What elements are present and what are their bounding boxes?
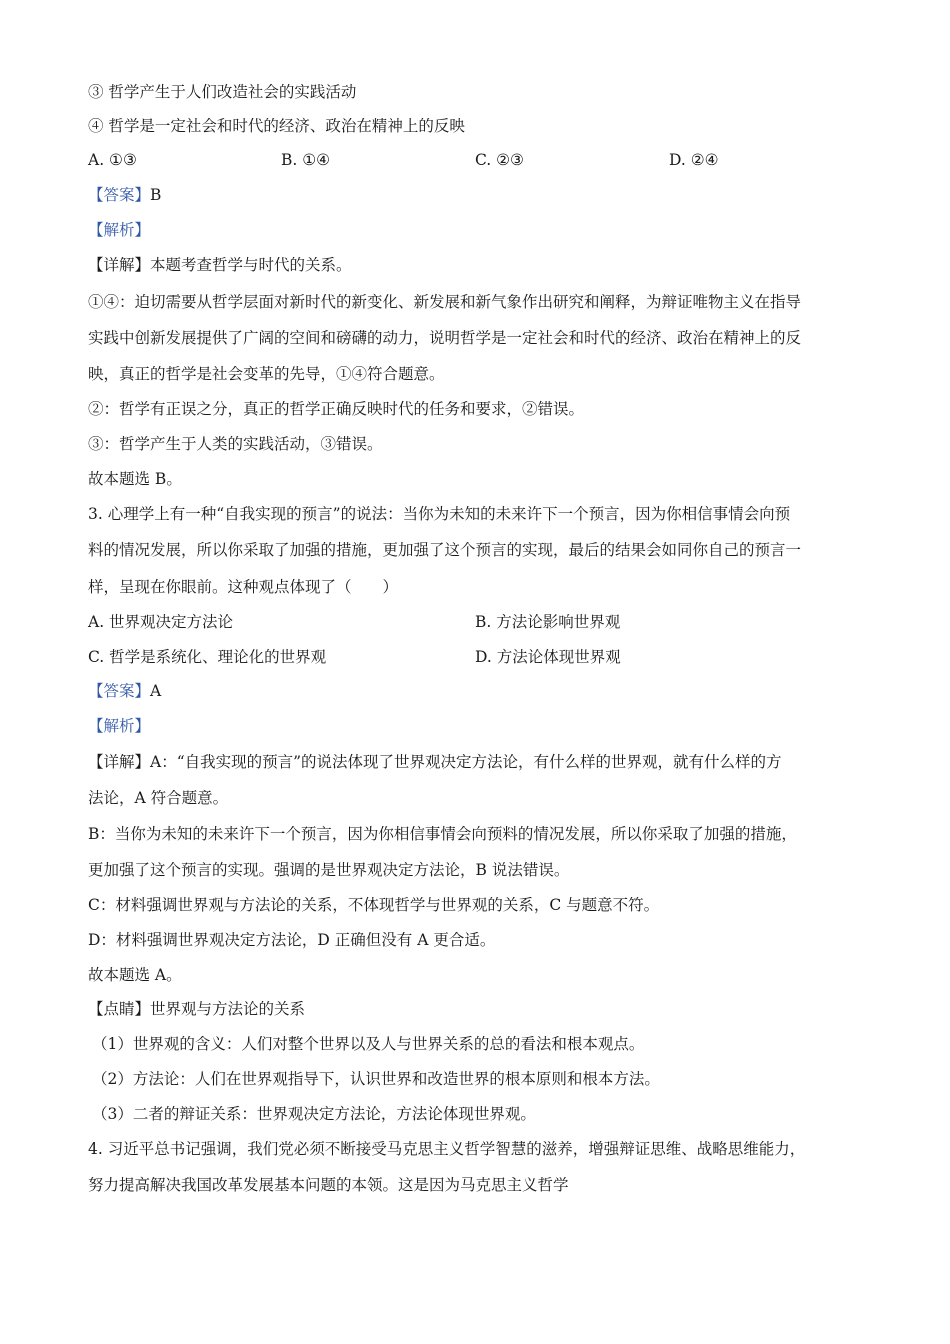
- q3-option-c: C. 哲学是系统化、理论化的世界观: [88, 648, 327, 666]
- q3-stem-line: 样，呈现在你眼前。这种观点体现了（ ）: [88, 578, 399, 596]
- q3-stem-line: 3. 心理学上有一种“自我实现的预言”的说法：当你为未知的未来许下一个预言，因为你相信事情会向预: [88, 505, 791, 523]
- q2-option-c: C. ②③: [475, 151, 524, 169]
- q2-explanation-line: ①④：迫切需要从哲学层面对新时代的新变化、新发展和新气象作出研究和阐释，为辩证唯物主义在指导: [88, 293, 802, 311]
- answer-value: A: [150, 682, 162, 700]
- answer-value: B: [150, 186, 162, 204]
- q4-stem-line: 努力提高解决我国改革发展基本问题的本领。这是因为马克思主义哲学: [88, 1176, 569, 1194]
- q2-answer: [88, 185, 868, 205]
- q2-conclusion: 故本题选 B。: [88, 470, 182, 488]
- q3-conclusion: 故本题选 A。: [88, 966, 182, 984]
- q2-explanation-line: 实践中创新发展提供了广阔的空间和磅礴的动力，说明哲学是一定社会和时代的经济、政治在精神上的反: [88, 329, 802, 347]
- q2-option-a: A. ①③: [88, 151, 137, 169]
- q2-explanation-line: ②：哲学有正误之分，真正的哲学正确反映时代的任务和要求，②错误。: [88, 400, 585, 418]
- q3-analysis-tag: 【解析】: [88, 717, 151, 735]
- q2-explanation-line: 映，真正的哲学是社会变革的先导，①④符合题意。: [88, 365, 445, 383]
- q3-option-b: B. 方法论影响世界观: [475, 613, 621, 631]
- answer-tag: 【答案】: [88, 682, 151, 700]
- q2-option-b: B. ①④: [281, 151, 331, 169]
- q2-option-d: D. ②④: [669, 151, 719, 169]
- q3-option-a: A. 世界观决定方法论: [88, 613, 234, 631]
- q3-stem-line: 料的情况发展，所以你采取了加强的措施，更加强了这个预言的实现，最后的结果会如同你自己的预言一: [88, 541, 802, 559]
- q3-detail-line: C：材料强调世界观与方法论的关系，不体现哲学与世界观的关系，C 与题意不符。: [88, 896, 660, 914]
- q2-explanation-line: ③：哲学产生于人类的实践活动，③错误。: [88, 435, 383, 453]
- q2-detail: 【详解】本题考查哲学与时代的关系。: [88, 256, 352, 274]
- answer-tag: 【答案】: [88, 186, 151, 204]
- q2-analysis-tag: 【解析】: [88, 221, 151, 239]
- q3-answer: [88, 681, 868, 701]
- q3-detail-line: 法论，A 符合题意。: [88, 789, 229, 807]
- q4-stem-line: 4. 习近平总书记强调，我们党必须不断接受马克思主义哲学智慧的滋养，增强辩证思维、战略思维能力，: [88, 1140, 806, 1158]
- q2-statement-3: ③ 哲学产生于人们改造社会的实践活动: [88, 83, 357, 101]
- q3-key-point: （3）二者的辩证关系：世界观决定方法论，方法论体现世界观。: [92, 1105, 536, 1123]
- q3-detail-line: 【详解】A：“自我实现的预言”的说法体现了世界观决定方法论，有什么样的世界观，就有什么样的方: [88, 753, 782, 771]
- q3-key-point-title: 【点睛】世界观与方法论的关系: [88, 1000, 306, 1018]
- q3-detail-line: 更加强了这个预言的实现。强调的是世界观决定方法论，B 说法错误。: [88, 861, 570, 879]
- q3-detail-line: B：当你为未知的未来许下一个预言，因为你相信事情会向预料的情况发展，所以你采取了加强的措施，: [88, 825, 797, 843]
- q3-detail-line: D：材料强调世界观决定方法论，D 正确但没有 A 更合适。: [88, 931, 496, 949]
- q2-statement-4: ④ 哲学是一定社会和时代的经济、政治在精神上的反映: [88, 117, 465, 135]
- q3-key-point: （1）世界观的含义：人们对整个世界以及人与世界关系的总的看法和根本观点。: [92, 1035, 645, 1053]
- q3-key-point: （2）方法论：人们在世界观指导下，认识世界和改造世界的根本原则和根本方法。: [92, 1070, 660, 1088]
- q3-option-d: D. 方法论体现世界观: [475, 648, 621, 666]
